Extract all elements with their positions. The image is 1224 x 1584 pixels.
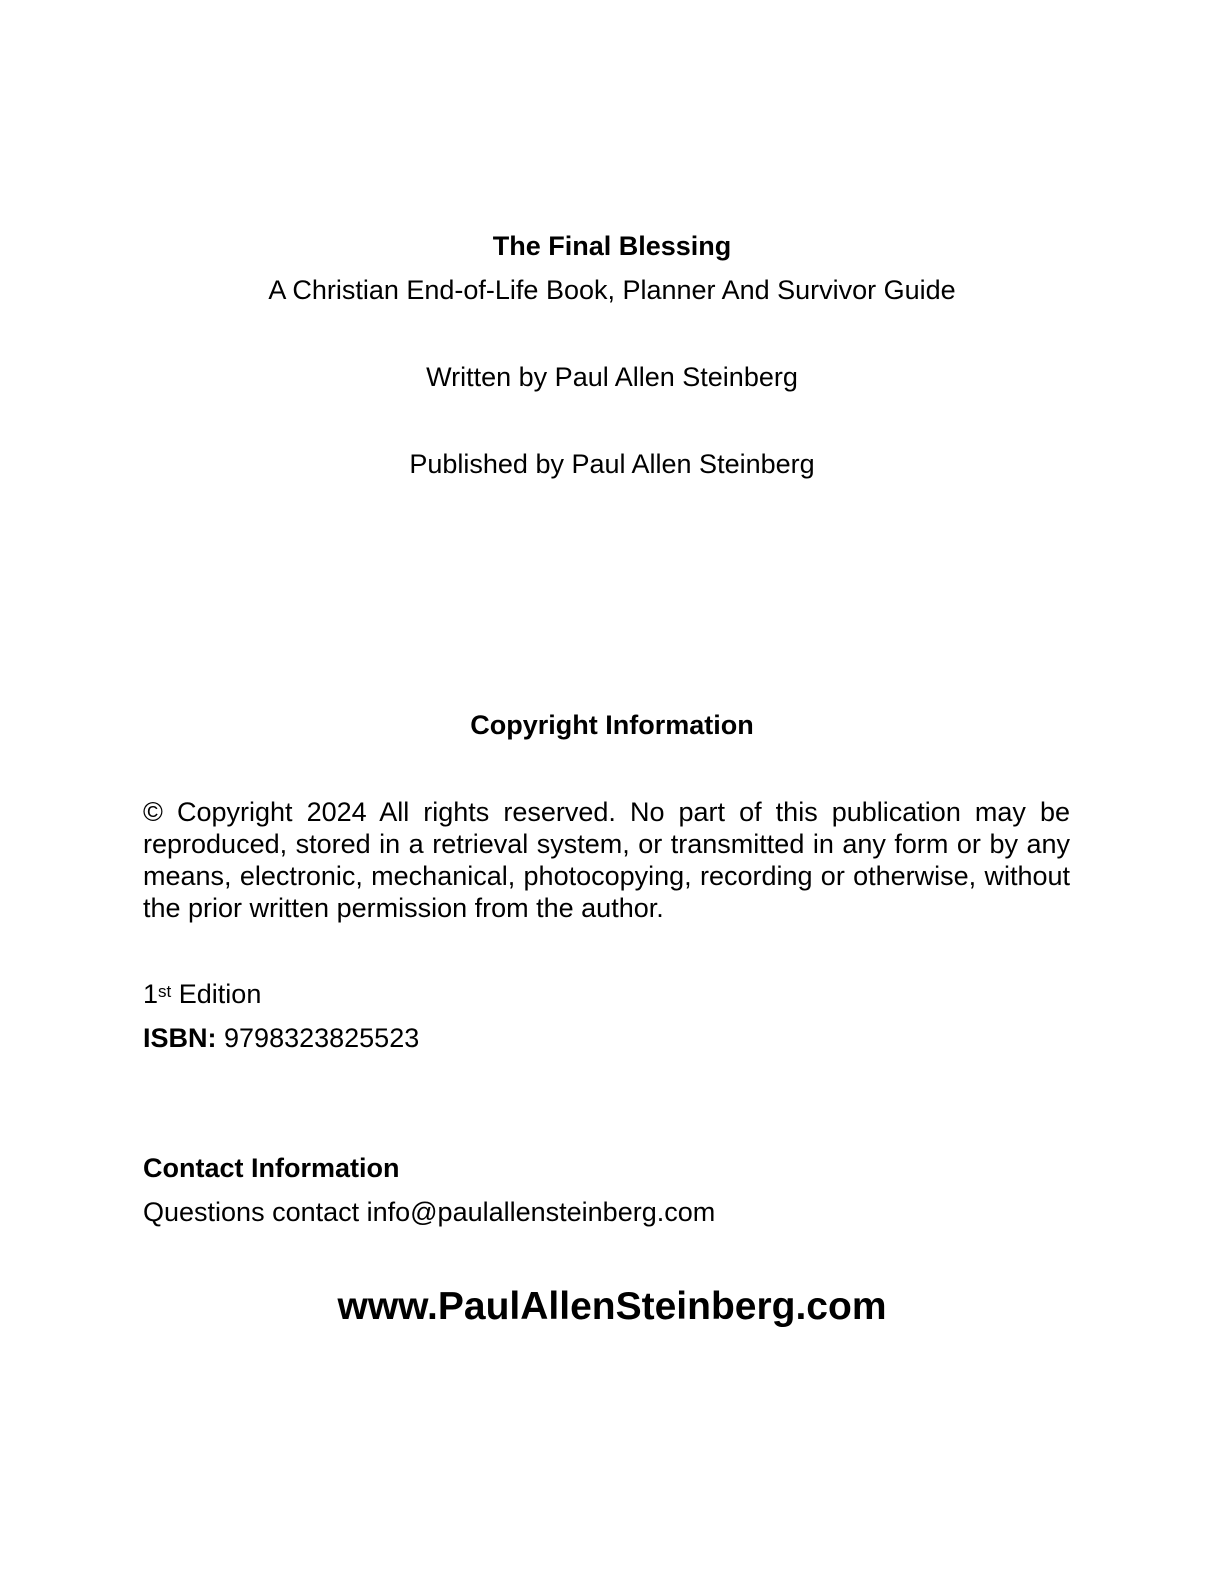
- edition-number: 1: [143, 979, 159, 1009]
- contact-heading: Contact Information: [143, 1153, 400, 1183]
- edition-line: [143, 978, 1070, 1010]
- copyright-notice: © Copyright 2024 All rights reserved. No part of this publication may be reproduced, stored in a retrieval system, or transmitted in any form or by any means, electronic, mechanical, photocopying, recording or otherwise, without the prior written permission from the author.: [143, 797, 1070, 923]
- isbn-line: [143, 1022, 1070, 1054]
- isbn-label: ISBN:: [143, 1023, 217, 1053]
- website-url: www.PaulAllenSteinberg.com: [337, 1285, 887, 1328]
- author-line: Written by Paul Allen Steinberg: [426, 362, 798, 392]
- publisher-line: Published by Paul Allen Steinberg: [409, 449, 815, 479]
- isbn-value: 9798323825523: [224, 1023, 420, 1053]
- edition-ordinal-suffix: st: [158, 982, 172, 1001]
- book-title: The Final Blessing: [492, 231, 732, 261]
- book-subtitle: A Christian End-of-Life Book, Planner And Survivor Guide: [268, 275, 956, 305]
- edition-label: Edition: [178, 979, 262, 1009]
- copyright-heading: Copyright Information: [470, 710, 754, 740]
- contact-text: Questions contact info@paulallensteinberg.com: [143, 1197, 716, 1227]
